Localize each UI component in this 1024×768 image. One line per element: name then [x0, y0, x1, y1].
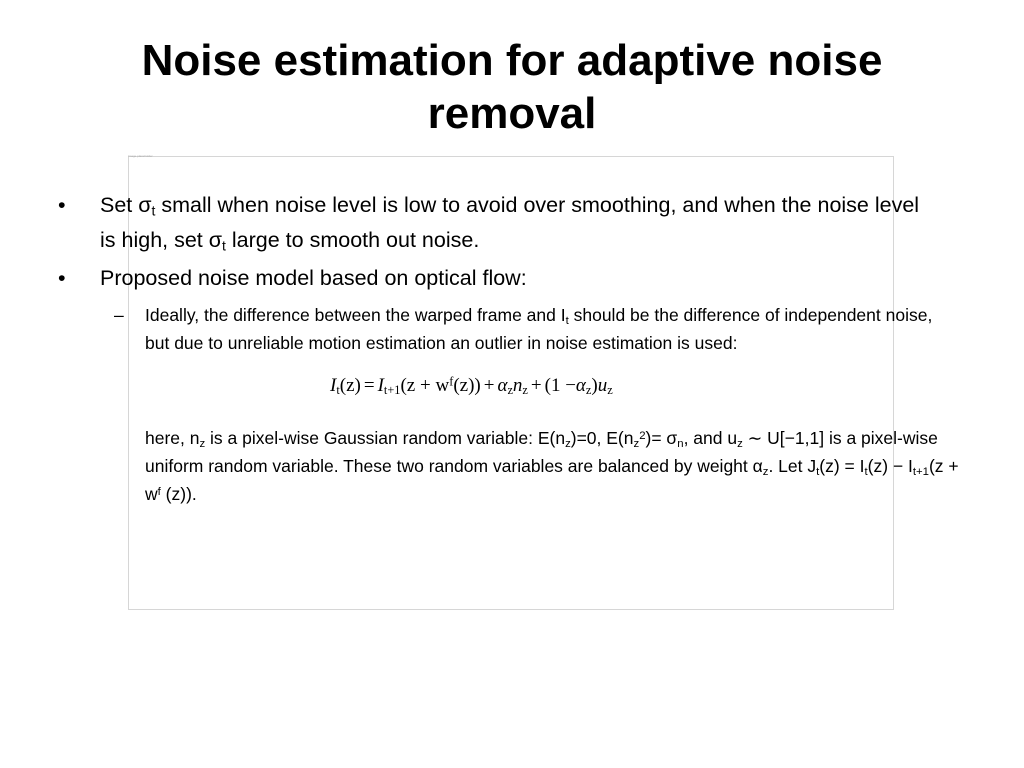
bullet-marker: •: [58, 266, 66, 290]
sub-bullet-text-ideal: Ideally, the difference between the warped frame and $I_t$ should be the difference of independent noise, but due to unreliable motion estimation an outlier in noise estimation is used:: [145, 305, 933, 353]
bullet-text-noise-model: Proposed noise model based on optical flow:: [100, 266, 527, 290]
bullet-marker: •: [58, 193, 66, 217]
slide-title: Noise estimation for adaptive noise removal: [141, 36, 883, 138]
bullet-text-sigma: Set $\sigma_t$ small when noise level is low to avoid over smoothing, and when the noise level is high, set $\sigma_t$ large to smooth out noise.: [100, 193, 920, 254]
noise-model-equation: $I_t(z) = I_{t+1}(z + w^f(z)) + \alpha_zn_z + (1 -\alpha_z)u_z$: [330, 374, 613, 398]
sub-bullet-marker: –: [114, 305, 124, 325]
image-frame-marker: Image placeholder: [128, 154, 153, 158]
equation-explanation: here, $n_z$ is a pixel-wise Gaussian random variable: $E(n_z)=0$, $E(n_z^2)= \sigma_n$, and $u_z$ ∼ U[−1,1] is a pixel-wise uniform random variable. These two random variables are balanced by weight $\alpha_z$. Let $J_t(z) = I_t(z) - I_{t+1}(z + w^f$ (z)).: [145, 428, 959, 504]
